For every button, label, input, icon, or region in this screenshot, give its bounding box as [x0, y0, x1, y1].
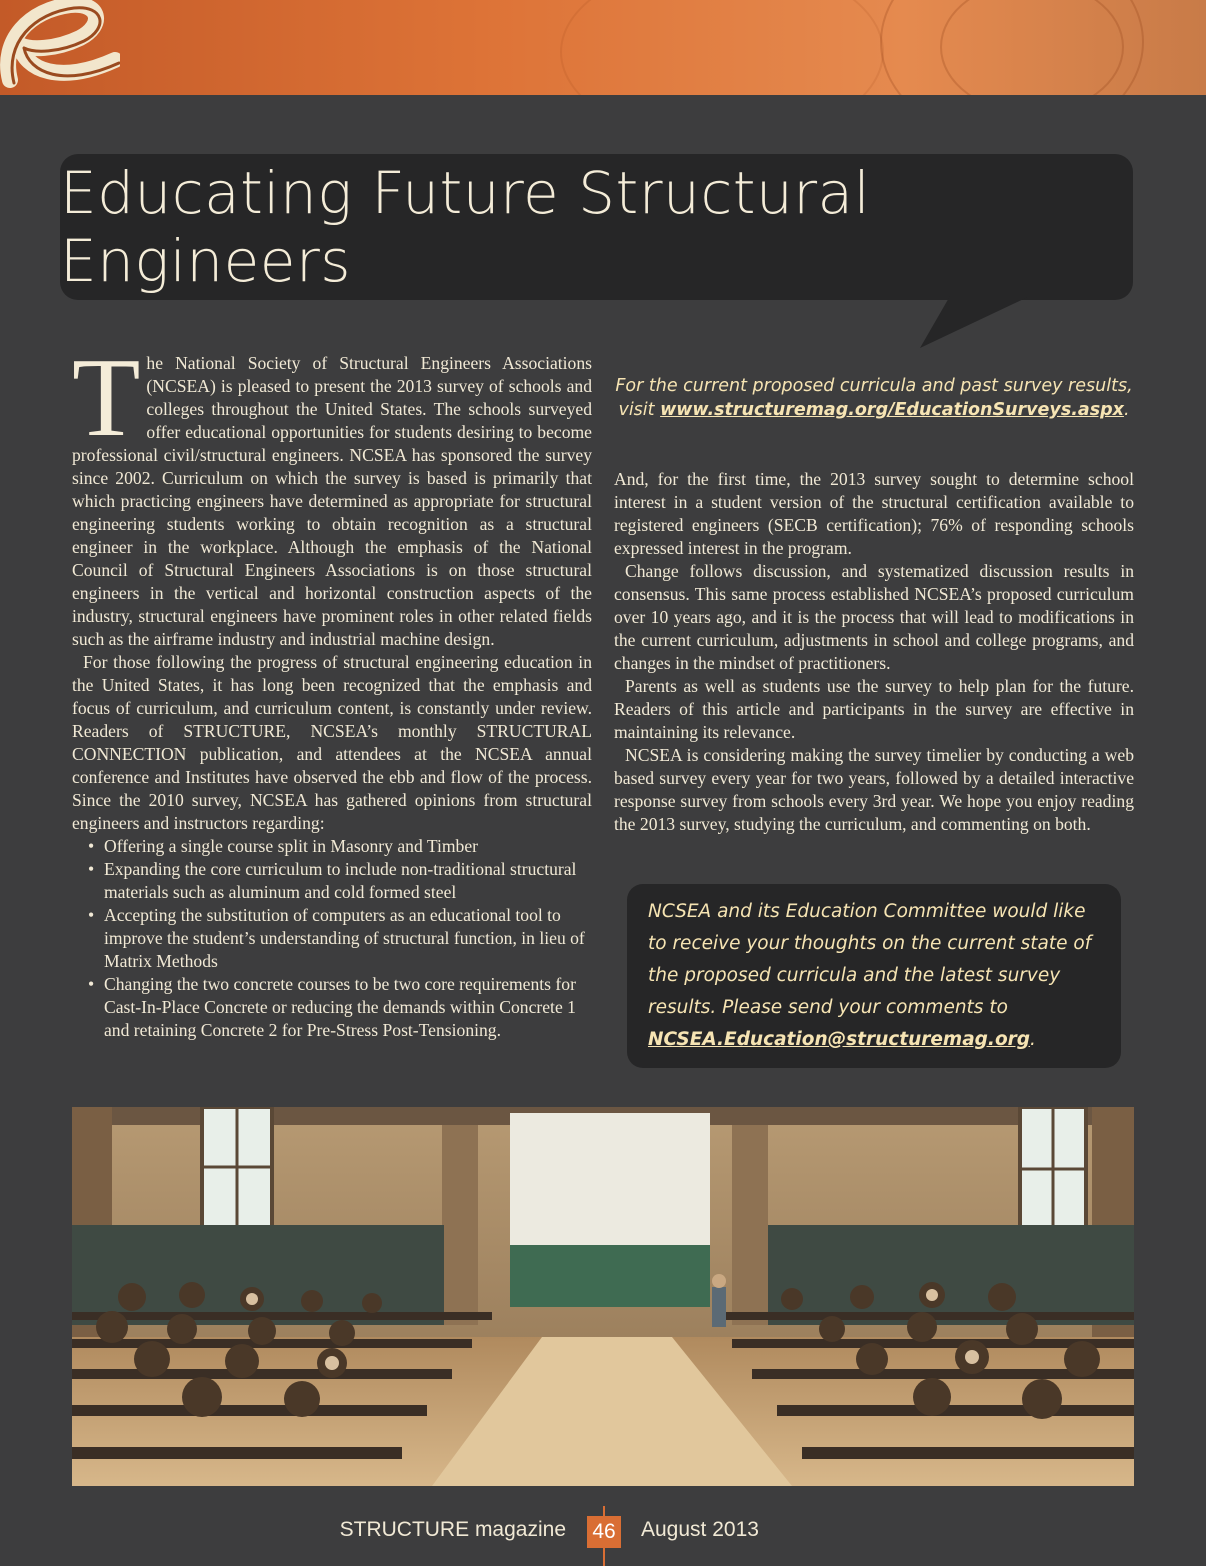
- feedback-callout: [648, 896, 1108, 1056]
- page-number: 46: [587, 1516, 621, 1548]
- drop-cap: T: [72, 336, 141, 460]
- survey-callout: [614, 374, 1134, 422]
- feedback-callout-text: NCSEA and its Education Committee would like to receive your thoughts on the current state of the proposed curricula and the latest survey results. Please send your comments to: [648, 901, 1092, 1018]
- email-link[interactable]: NCSEA.Education@structuremag.org: [648, 1029, 1031, 1050]
- lecture-hall-illustration: [72, 1107, 1134, 1486]
- lecture-hall-photo: [72, 1107, 1134, 1486]
- e-logo-icon: [0, 0, 120, 95]
- body-paragraph: NCSEA is considering making the survey timelier by conducting a web based survey every year for two years, followed by a detailed interactive response survey from schools every 3rd year. We hope you enjoy reading the 2013 survey, studying the curriculum, and commenting on both.: [614, 745, 1134, 834]
- body-paragraph: Parents as well as students use the survey to help plan for the future. Readers of this article and participants in the survey are effective in maintaining its relevance.: [614, 676, 1134, 742]
- bullet-list: [72, 835, 592, 1042]
- list-item: • Changing the two concrete courses to be two core requirements for Cast-In-Place Concrete or reducing the demands within Concrete 1 and retaining Concrete 2 for Pre-Stress Post-Tensioning.: [86, 973, 592, 1042]
- intro-text: he National Society of Structural Engineers Associations (NCSEA) is pleased to present the 2013 survey of schools and colleges throughout the United States. The schools surveyed offer educational opportunities for students desiring to become professional civil/structural engineers. NCSEA has sponsored the survey since 2002. Curriculum on which the survey is based is primarily that which practicing engineers have determined as appropriate for structural engineering students working to obtain recognition as a structural engineer in the workplace. Although the emphasis of the National Council of Structural Engineers Associations is on those structural engineers in the vertical and horizontal construction aspects of the industry, structural engineers have prominent roles in other related fields such as the airframe industry and industrial machine design.: [72, 353, 592, 649]
- title-bubble-tail: [920, 296, 1040, 356]
- header-banner: [0, 0, 1206, 95]
- body-paragraph: For those following the progress of structural engineering education in the United States, it has long been recognized that the emphasis and focus of curriculum, and curriculum content, is constantly under review. Readers of STRUCTURE, NCSEA’s monthly STRUCTURAL CONNECTION publication, and attendees at the NCSEA annual conference and Institutes have observed the ebb and flow of the process. Since the 2010 survey, NCSEA has gathered opinions from structural engineers and instructors regarding:: [72, 652, 592, 833]
- list-item: • Accepting the substitution of computers as an educational tool to improve the student’s understanding of structural function, in lieu of Matrix Methods: [86, 904, 592, 973]
- page-footer: [0, 1506, 1206, 1566]
- survey-callout-suffix: .: [1123, 400, 1130, 420]
- issue-date: August 2013: [641, 1518, 759, 1541]
- body-paragraph: And, for the first time, the 2013 survey sought to determine school interest in a student version of the structural certification available to registered engineers (SECB certification); 76% of responding schools expressed interest in the program.: [614, 469, 1134, 558]
- banner-texture: [560, 0, 884, 95]
- banner-texture: [940, 0, 1124, 95]
- magazine-name: STRUCTURE magazine: [339, 1518, 566, 1541]
- body-paragraph: Change follows discussion, and systematized discussion results in consensus. This same process established NCSEA’s proposed curriculum over 10 years ago, and it is the process that will lead to modifications in the current curriculum, adjustments in school and college programs, and changes in the mindset of practitioners.: [614, 561, 1134, 673]
- intro-paragraph: [72, 336, 592, 651]
- left-column: [72, 336, 592, 1042]
- survey-link[interactable]: www.structuremag.org/EducationSurveys.aspx: [660, 400, 1124, 420]
- list-item: • Offering a single course split in Masonry and Timber: [86, 835, 592, 858]
- survey-callout-text: For the current proposed curricula and past survey results, visit: [615, 376, 1133, 420]
- right-column: [614, 468, 1134, 836]
- page-title: Educating Future Structural Engineers: [60, 159, 871, 295]
- feedback-callout-suffix: .: [1030, 1029, 1036, 1050]
- list-item: • Expanding the core curriculum to include non-traditional structural materials such as aluminum and cold formed steel: [86, 858, 592, 904]
